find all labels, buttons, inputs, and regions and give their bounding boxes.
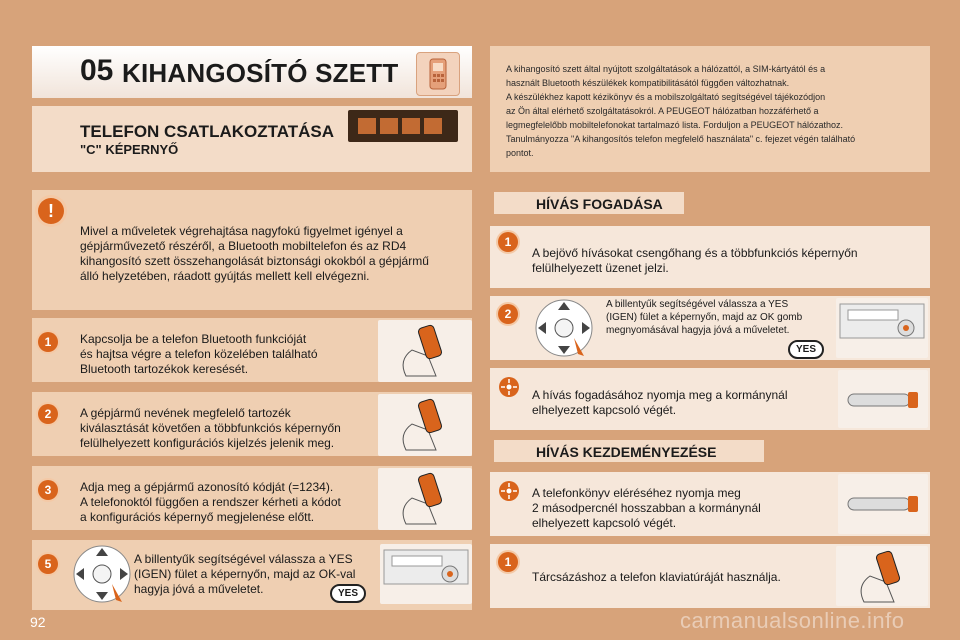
step-badge: 2 <box>498 304 518 324</box>
page-number: 92 <box>30 614 46 630</box>
yes-label: YES <box>788 340 824 359</box>
steering-switch-illustration <box>838 474 928 534</box>
answer-title: HÍVÁS FOGADÁSA <box>536 196 663 212</box>
radio-unit-illustration <box>380 544 472 604</box>
step-text: Kapcsolja be a telefon Bluetooth funkcióját és hajtsa végre a telefon közelében található Bluetooth tartozékok keresését. <box>80 332 318 376</box>
step-text: Adja meg a gépjármű azonosító kódját (=1234). A telefonoktól függően a rendszer kérheti a kódot a konfigurációs képernyő megjelenése előtt. <box>80 480 341 524</box>
hand-phone-illustration <box>836 546 928 606</box>
step-badge: 1 <box>498 232 518 252</box>
steering-switch-illustration <box>838 370 928 428</box>
navigation-pad-icon <box>72 544 132 604</box>
watermark: carmanualsonline.info <box>680 608 905 633</box>
phone-icon <box>416 52 460 96</box>
hand-phone-illustration <box>378 468 472 530</box>
intro-text: A kihangosító szett által nyújtott szolgáltatások a hálózattól, a SIM-kártyától és a használt Bluetooth készülékek kompatibilitásától függően változhatnak. A készülékhez kapott kézikönyv és a mobilszolgáltató segítségével tájékozódjon az Ön által elérhető szolgáltatásokról. A PEUGEOT hálózatban hozzáférhető a legmegfelelőbb mobiltelefonokat tartalmazó lista. Forduljon a PEUGEOT hálózathoz. Tanulmányozza "A kihangosítós telefon megfelelő használata" c. fejezet végén található pontot. <box>506 64 856 158</box>
step-badge: 1 <box>38 332 58 352</box>
step-badge: 3 <box>38 480 58 500</box>
step-text: Tárcsázáshoz a telefon klaviatúráját használja. <box>532 570 781 584</box>
yes-label: YES <box>330 584 366 603</box>
hand-phone-illustration <box>378 320 472 382</box>
step-badge: 1 <box>498 552 518 572</box>
radio-display-icon <box>348 110 458 142</box>
initiate-title: HÍVÁS KEZDEMÉNYEZÉSE <box>536 444 717 460</box>
step-badge: 2 <box>38 404 58 424</box>
radio-unit-illustration <box>836 298 928 358</box>
step-text: A billentyűk segítségével válassza a YES (IGEN) fület a képernyőn, majd az OK-val hagyja jóvá a műveletet. <box>134 552 356 596</box>
warning-icon: ! <box>38 198 64 224</box>
step-text: A billentyűk segítségével válassza a YES (IGEN) fület a képernyőn, majd az OK gomb megnyomásával hagyja jóvá a műveletet. <box>606 299 803 336</box>
step-text: A telefonkönyv eléréséhez nyomja meg 2 másodpercnél hosszabban a kormánynál elhelyezett kapcsoló végét. <box>532 486 761 530</box>
page-title: KIHANGOSÍTÓ SZETT <box>122 58 399 88</box>
hand-phone-illustration <box>378 394 472 456</box>
section-subtitle: TELEFON CSATLAKOZTATÁSA <box>80 122 335 141</box>
chapter-number: 05 <box>80 54 114 87</box>
step-text: A bejövő hívásokat csengőhang és a többfunkciós képernyőn felülhelyezett üzenet jelzi. <box>532 246 858 275</box>
step-text: A hívás fogadásához nyomja meg a kormánynál elhelyezett kapcsoló végét. <box>532 388 788 417</box>
section-subtitle-screen: "C" KÉPERNYŐ <box>80 142 179 157</box>
press-indicator-icon <box>498 480 520 502</box>
press-indicator-icon <box>498 376 520 398</box>
step-text: A gépjármű nevének megfelelő tartozék kiválasztását követően a többfunkciós képernyőn felülhelyezett konfigurációs kijelzés jelenik meg. <box>80 406 341 450</box>
navigation-pad-icon <box>534 298 594 358</box>
warning-text: Mivel a műveletek végrehajtása nagyfokú figyelmet igényel a gépjárművezető részéről, a Bluetooth mobiltelefon és az RD4 kihangosító szett összehangolását biztonsági okokból a gépjármű álló helyzetében, ráadott gyújtás mellett kell elvégezni. <box>80 224 429 283</box>
step-badge: 5 <box>38 554 58 574</box>
